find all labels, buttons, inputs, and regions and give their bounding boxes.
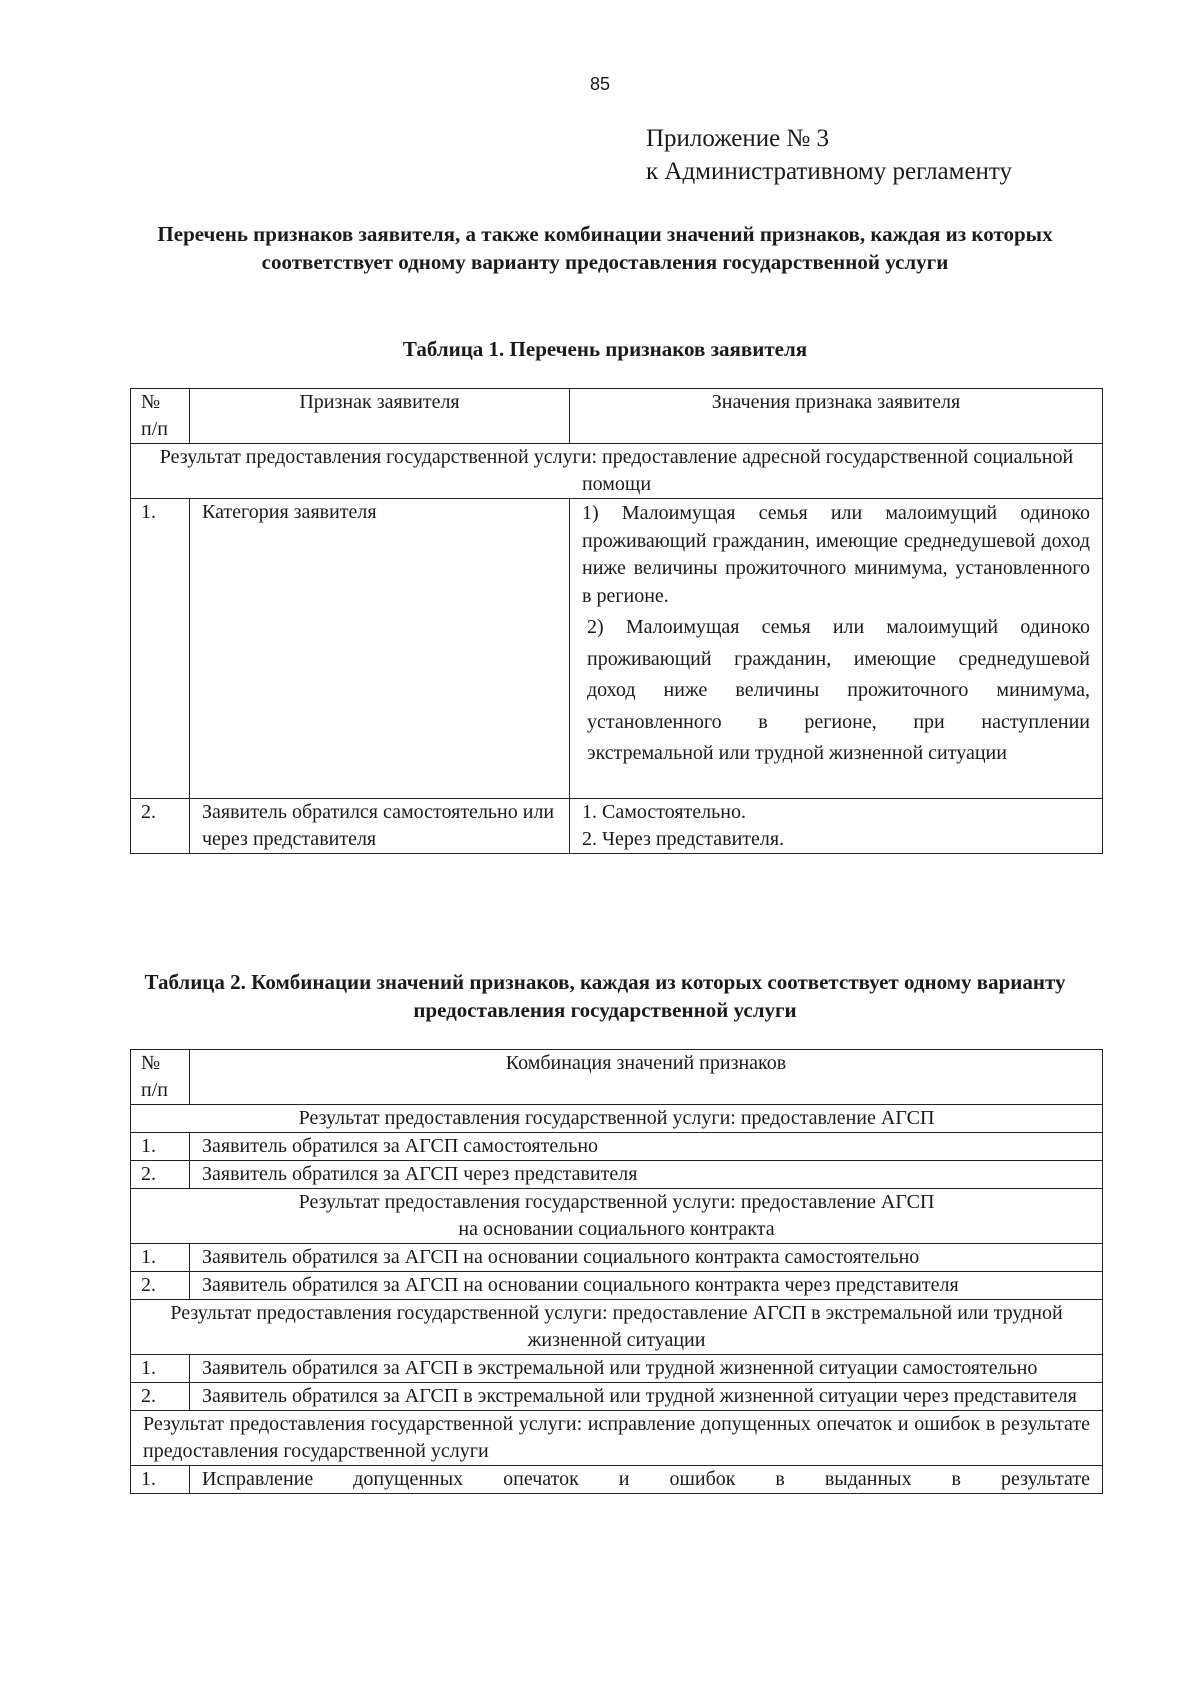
row-sign: Категория заявителя: [190, 499, 570, 799]
row-num: 2.: [131, 1272, 190, 1300]
row-num: 1.: [131, 499, 190, 799]
table1-header-row: [131, 389, 1103, 444]
value-item-2: 2. Через представителя.: [582, 827, 785, 850]
row-values: [570, 499, 1103, 799]
document-title: Перечень признаков заявителя, а также комбинации значений признаков, каждая из которых соответствует одному варианту предоставления государственной услуги: [157, 222, 1053, 274]
table-row: [131, 499, 1103, 799]
header-num: № п/п: [131, 1050, 190, 1105]
row-num: 1.: [131, 1244, 190, 1272]
value-item-1: 1) Малоимущая семья или малоимущий одиноко проживающий гражданин, имеющие среднедушевой доход ниже величины прожиточного минимума, установленного в регионе.: [582, 502, 1090, 607]
row-text: Заявитель обратился за АГСП в экстремальной или трудной жизненной ситуации через представителя: [190, 1383, 1103, 1411]
row-text: Исправление допущенных опечаток и ошибок в выданных в результате: [190, 1466, 1103, 1494]
row-text: Заявитель обратился за АГСП самостоятельно: [190, 1133, 1103, 1161]
row-num: 2.: [131, 798, 190, 853]
row-text: Заявитель обратился за АГСП на основании социального контракта через представителя: [190, 1272, 1103, 1300]
table-row: [131, 1466, 1103, 1494]
row-text: Заявитель обратился за АГСП через представителя: [190, 1161, 1103, 1189]
row-text: Заявитель обратился за АГСП на основании социального контракта самостоятельно: [190, 1244, 1103, 1272]
table2-section-row: [131, 1189, 1103, 1244]
appendix-heading: [646, 122, 1012, 188]
value-item-1: 1. Самостоятельно.: [582, 800, 746, 823]
row-num: 1.: [131, 1466, 190, 1494]
appendix-line-1: Приложение № 3: [646, 125, 830, 152]
row-text: Заявитель обратился за АГСП в экстремальной или трудной жизненной ситуации самостоятельно: [190, 1355, 1103, 1383]
header-num: № п/п: [131, 389, 190, 444]
row-sign: Заявитель обратился самостоятельно или через представителя: [190, 798, 570, 853]
header-sign: Признак заявителя: [190, 389, 570, 444]
row-num: 2.: [131, 1161, 190, 1189]
section-2: Результат предоставления государственной услуги: предоставление АГСП на основании социального контракта: [131, 1189, 1103, 1244]
row-num: 2.: [131, 1383, 190, 1411]
value-item-2: 2) Малоимущая семья или малоимущий одиноко проживающий гражданин, имеющие среднедушевой доход ниже величины прожиточного минимума, установленного в регионе, при наступлении экстремальной или трудной жизненной ситуации: [587, 616, 1090, 764]
table-row: [131, 1383, 1103, 1411]
table-row: [131, 1161, 1103, 1189]
header-combination: Комбинация значений признаков: [190, 1050, 1103, 1105]
table-row: [131, 1272, 1103, 1300]
table1-title: Таблица 1. Перечень признаков заявителя: [402, 337, 808, 361]
table-row: [131, 798, 1103, 853]
header-values: Значения признака заявителя: [570, 389, 1103, 444]
table2-header-row: [131, 1050, 1103, 1105]
appendix-line-2: к Административному регламенту: [646, 158, 1013, 185]
page-number: 85: [589, 74, 611, 94]
section-1: Результат предоставления государственной услуги: предоставление АГСП: [131, 1105, 1103, 1133]
row-num: 1.: [131, 1355, 190, 1383]
section-4: Результат предоставления государственной услуги: исправление допущенных опечаток и ошибок в результате предоставления государственной услуги: [131, 1411, 1103, 1466]
table2-title: Таблица 2. Комбинации значений признаков, каждая из которых соответствует одному варианту предоставления государственной услуги: [144, 970, 1066, 1022]
table-row: [131, 1355, 1103, 1383]
table1: [130, 388, 1103, 854]
table2-section-row: [131, 1411, 1103, 1466]
table2-section-row: [131, 1300, 1103, 1355]
table-row: [131, 1244, 1103, 1272]
table1-section: Результат предоставления государственной услуги: предоставление адресной государственной социальной помощи: [131, 444, 1103, 499]
row-values: [570, 798, 1103, 853]
section-3: Результат предоставления государственной услуги: предоставление АГСП в экстремальной или трудной жизненной ситуации: [131, 1300, 1103, 1355]
row-num: 1.: [131, 1133, 190, 1161]
table-row: [131, 1133, 1103, 1161]
table2-section-row: [131, 1105, 1103, 1133]
table1-section-row: [131, 444, 1103, 499]
table2: [130, 1049, 1103, 1494]
